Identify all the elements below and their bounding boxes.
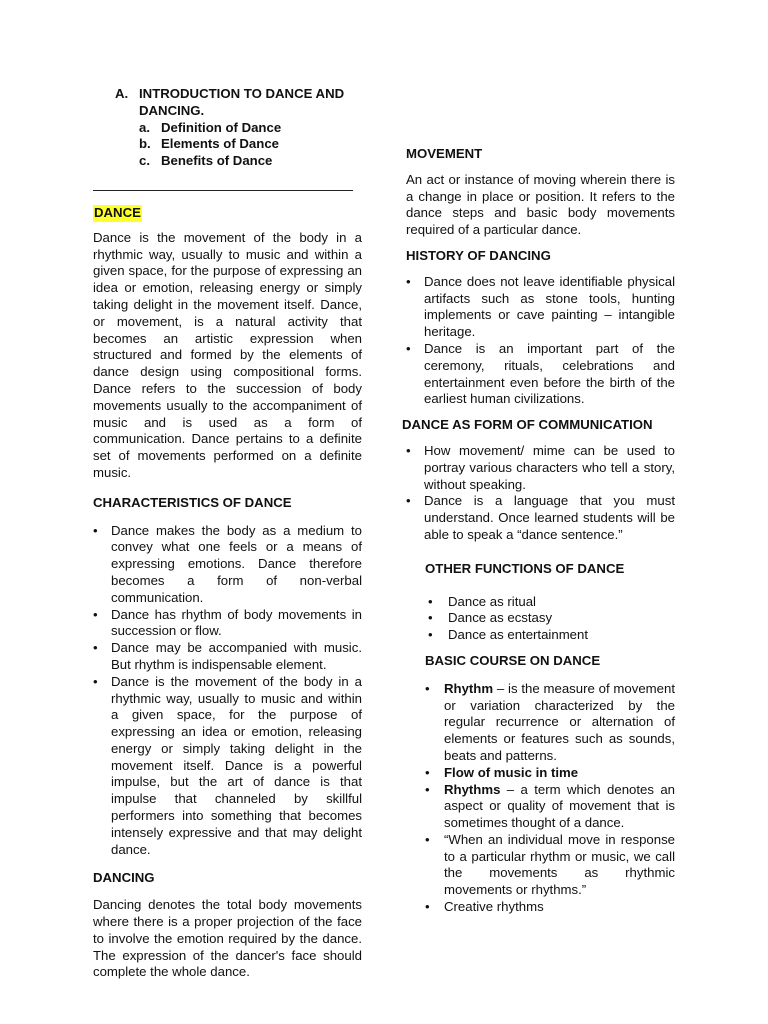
- list-item: • Dance is the movement of the body in a rhythmic way, usually to music and within a given space, for the purpose of expressing an idea or emotion, releasing energy or simply taking delight in the movement itself. Dance is a powerful impulse, but the art of dance is that impulse that channeled by skillful performers into something that becomes intensely expressive and that may delight dance.: [93, 674, 362, 859]
- list-item: • Dance as entertainment: [406, 627, 675, 644]
- topic-outline: [115, 86, 362, 170]
- outline-main-item: [115, 86, 362, 120]
- flow-term: Flow of music in time: [444, 764, 579, 780]
- movement-heading: MOVEMENT: [406, 146, 483, 161]
- communication-list: [406, 443, 675, 544]
- list-item: • Dance may be accompanied with music. But rhythm is indispensable element.: [93, 640, 362, 674]
- history-list: [406, 274, 675, 408]
- characteristics-list: [93, 523, 362, 859]
- list-item: • Dance has rhythm of body movements in succession or flow.: [93, 607, 362, 641]
- rhythm-definition: – is the measure of movement or variation characterized by the regular recurrence or alternation of elements or features such as sounds, beats and patterns.: [444, 680, 675, 763]
- characteristics-heading: CHARACTERISTICS OF DANCE: [93, 494, 292, 510]
- outline-subitem: c. Benefits of Dance: [139, 153, 273, 169]
- rhythms-item: [406, 782, 675, 832]
- flow-item: [406, 765, 675, 782]
- list-item: • Dance does not leave identifiable physical artifacts such as stone tools, hunting implements or cave painting – intangible heritage.: [406, 274, 675, 341]
- list-item: • Dance is a language that you must understand. Once learned students will be able to speak a “dance sentence.”: [406, 493, 675, 543]
- outline-subitem: a. Definition of Dance: [139, 119, 282, 135]
- list-item: • Dance as ritual: [406, 594, 675, 611]
- rhythm-item: [406, 681, 675, 765]
- functions-heading: OTHER FUNCTIONS OF DANCE: [425, 560, 625, 576]
- rhythms-definition: – a term which denotes an aspect or quality of movement that is sometimes thought of a dance.: [444, 781, 675, 831]
- right-column: [402, 86, 675, 916]
- functions-list: [406, 594, 675, 644]
- outline-main-label: A.: [115, 86, 129, 101]
- movement-paragraph: An act or instance of moving wherein there is a change in place or position. It refers to the dance steps and basic body movements required of a particular dance.: [406, 171, 675, 238]
- list-item: • Creative rhythms: [406, 899, 675, 916]
- dancing-heading: DANCING: [93, 870, 155, 886]
- rhythm-term: Rhythm: [444, 680, 494, 696]
- dance-heading: [93, 205, 362, 222]
- history-heading: HISTORY OF DANCING: [406, 247, 551, 263]
- rhythms-term: Rhythms: [444, 781, 501, 797]
- list-item: • “When an individual move in response to a particular rhythm or music, we call the movements as rhythmic movements or rhythms.”: [406, 832, 675, 899]
- highlighted-heading: DANCE: [94, 204, 141, 220]
- basic-course-heading: BASIC COURSE ON DANCE: [425, 652, 601, 668]
- left-column: [93, 86, 362, 981]
- list-item: • How movement/ mime can be used to portray various characters who tell a story, without speaking.: [406, 443, 675, 493]
- list-item: • Dance as ecstasy: [406, 610, 675, 627]
- dance-paragraph: Dance is the movement of the body in a rhythmic way, usually to music and within a given space, for the purpose of expressing an idea or emotion, releasing energy or simply taking delight in the movement itself. Dance, or movement, is a natural activity that becomes an artistic expression when structured and formed by the elements of dance design using compositional forms. Dance refers to the succession of body movements usually to the accompaniment of music and is used as a form of communication. Dance pertains to a definite set of movements performed on a definite music.: [93, 229, 362, 480]
- section-divider: [93, 190, 353, 191]
- communication-heading: DANCE AS FORM OF COMMUNICATION: [402, 417, 653, 433]
- list-item: • Dance makes the body as a medium to convey what one feels or a means of expressing emotions. Dance therefore becomes a form of non-verbal communication.: [93, 523, 362, 607]
- list-item: • Dance is an important part of the ceremony, rituals, celebrations and entertainment even before the birth of the earliest human civilizations.: [406, 341, 675, 408]
- dancing-paragraph: Dancing denotes the total body movements where there is a proper projection of the face to involve the emotion required by the dance. The expression of the dancer's face should complete the whole dance.: [93, 897, 362, 980]
- outline-subitem: b. Elements of Dance: [139, 136, 279, 152]
- outline-main-title: INTRODUCTION TO DANCE AND DANCING.: [139, 86, 345, 118]
- basic-course-list: [406, 681, 675, 916]
